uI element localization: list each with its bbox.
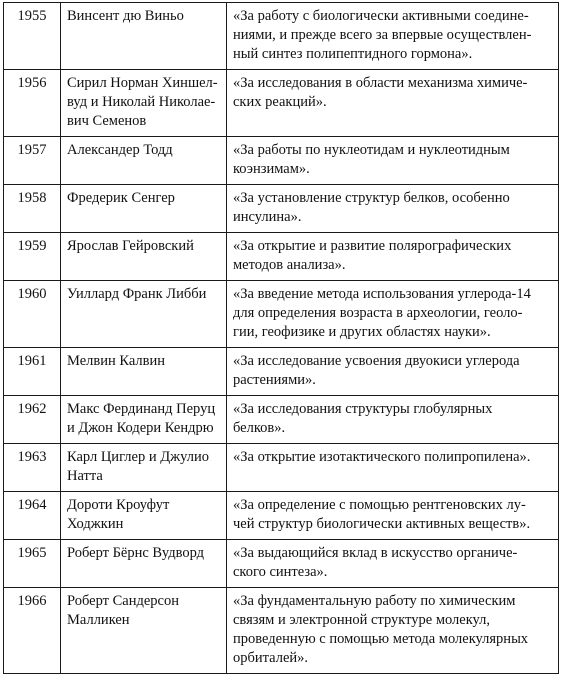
laureate-name-line: Сирил Норман Хиншел-: [67, 75, 218, 91]
year-cell: 1964: [4, 492, 61, 540]
citation-cell: [227, 444, 559, 492]
laureate-name-cell: [61, 137, 227, 185]
table-row: [4, 396, 559, 444]
laureate-name-cell: [61, 281, 227, 348]
citation-line: «За исследование усвоения двуокиси углерода: [233, 353, 520, 369]
table-row: [4, 70, 559, 137]
citation-cell: [227, 348, 559, 396]
table-row: [4, 233, 559, 281]
table-row: [4, 137, 559, 185]
laureate-name-line: Мелвин Калвин: [67, 353, 166, 369]
citation-line: «За работы по нуклеотидам и нуклеотидным: [233, 142, 510, 158]
laureate-name-cell: [61, 185, 227, 233]
citation-line: «За выдающийся вклад в искусство органиче-: [233, 545, 518, 561]
citation-line: «За открытие и развитие полярографических: [233, 238, 512, 254]
laureate-name-line: Уиллард Франк Либби: [67, 286, 207, 302]
laureate-name-line: вуд и Николай Николае-: [67, 94, 216, 110]
nobel-chemistry-table: [3, 2, 559, 674]
year-cell: 1966: [4, 588, 61, 674]
laureate-name-cell: [61, 3, 227, 70]
citation-line: «За определение с помощью рентгеновских лу-: [233, 497, 526, 513]
citation-cell: [227, 137, 559, 185]
citation-line: для определения возраста в археологии, геоло-: [233, 305, 523, 321]
laureate-name-line: вич Семенов: [67, 113, 147, 129]
laureate-name-line: Ходжкин: [67, 516, 124, 532]
citation-line: методов анализа».: [233, 257, 346, 273]
laureate-name-line: Дороти Кроуфут: [67, 497, 170, 513]
year-cell: 1961: [4, 348, 61, 396]
year-cell: 1958: [4, 185, 61, 233]
table-row: [4, 348, 559, 396]
laureate-name-cell: [61, 540, 227, 588]
year-cell: 1960: [4, 281, 61, 348]
citation-cell: [227, 396, 559, 444]
laureate-name-line: Малликен: [67, 612, 130, 628]
citation-line: «За введение метода использования углерода-14: [233, 286, 531, 302]
laureate-name-cell: [61, 396, 227, 444]
citation-cell: [227, 588, 559, 674]
citation-line: ниями, и прежде всего за впервые осуществлен-: [233, 27, 532, 43]
year-cell: 1962: [4, 396, 61, 444]
citation-cell: [227, 185, 559, 233]
citation-line: гии, геофизике и других областях науки».: [233, 324, 491, 340]
citation-cell: [227, 233, 559, 281]
citation-line: инсулина».: [233, 209, 302, 225]
citation-line: чей структур биологически активных веществ».: [233, 516, 531, 532]
laureate-name-line: Александер Тодд: [67, 142, 173, 158]
laureate-name-line: Винсент дю Виньо: [67, 8, 184, 24]
year-cell: 1956: [4, 70, 61, 137]
laureate-name-line: Ярослав Гейровский: [67, 238, 194, 254]
citation-cell: [227, 3, 559, 70]
laureate-name-line: Роберт Бёрнс Вудворд: [67, 545, 205, 561]
citation-line: орбиталей».: [233, 650, 309, 666]
table-row: [4, 185, 559, 233]
citation-line: «За исследования в области механизма химиче-: [233, 75, 528, 91]
laureate-name-line: Карл Циглер и Джулио: [67, 449, 209, 465]
citation-line: «За фундаментальную работу по химическим: [233, 593, 516, 609]
year-cell: 1965: [4, 540, 61, 588]
laureate-name-cell: [61, 492, 227, 540]
citation-line: «За установление структур белков, особенно: [233, 190, 510, 206]
citation-line: ского синтеза».: [233, 564, 328, 580]
citation-line: ских реакций».: [233, 94, 327, 110]
laureate-name-cell: [61, 233, 227, 281]
table-row: [4, 588, 559, 674]
laureate-name-cell: [61, 348, 227, 396]
citation-line: «За открытие изотактического полипропилена».: [233, 449, 531, 465]
laureate-name-cell: [61, 588, 227, 674]
year-cell: 1963: [4, 444, 61, 492]
laureate-name-line: и Джон Кодери Кендрю: [67, 420, 214, 436]
laureate-name-line: Натта: [67, 468, 103, 484]
citation-line: «За работу с биологически активными соедине-: [233, 8, 529, 24]
citation-line: проведенную с помощью метода молекулярных: [233, 631, 529, 647]
laureate-name-line: Роберт Сандерсон: [67, 593, 179, 609]
citation-line: коэнзимам».: [233, 161, 310, 177]
table-row: [4, 3, 559, 70]
laureate-name-cell: [61, 70, 227, 137]
citation-cell: [227, 70, 559, 137]
year-cell: 1959: [4, 233, 61, 281]
table-row: [4, 444, 559, 492]
citation-line: ный синтез полипептидного гормона».: [233, 46, 473, 62]
year-cell: 1957: [4, 137, 61, 185]
citation-cell: [227, 492, 559, 540]
table-body: [4, 3, 559, 674]
citation-line: белков».: [233, 420, 286, 436]
citation-cell: [227, 281, 559, 348]
citation-line: связям и электронной структуре молекул,: [233, 612, 491, 628]
table-row: [4, 281, 559, 348]
laureate-name-line: Фредерик Сенгер: [67, 190, 175, 206]
year-cell: 1955: [4, 3, 61, 70]
laureate-name-line: Макс Фердинанд Перуц: [67, 401, 216, 417]
table-row: [4, 540, 559, 588]
laureate-name-cell: [61, 444, 227, 492]
citation-cell: [227, 540, 559, 588]
citation-line: растениями».: [233, 372, 316, 388]
table-row: [4, 492, 559, 540]
citation-line: «За исследования структуры глобулярных: [233, 401, 493, 417]
